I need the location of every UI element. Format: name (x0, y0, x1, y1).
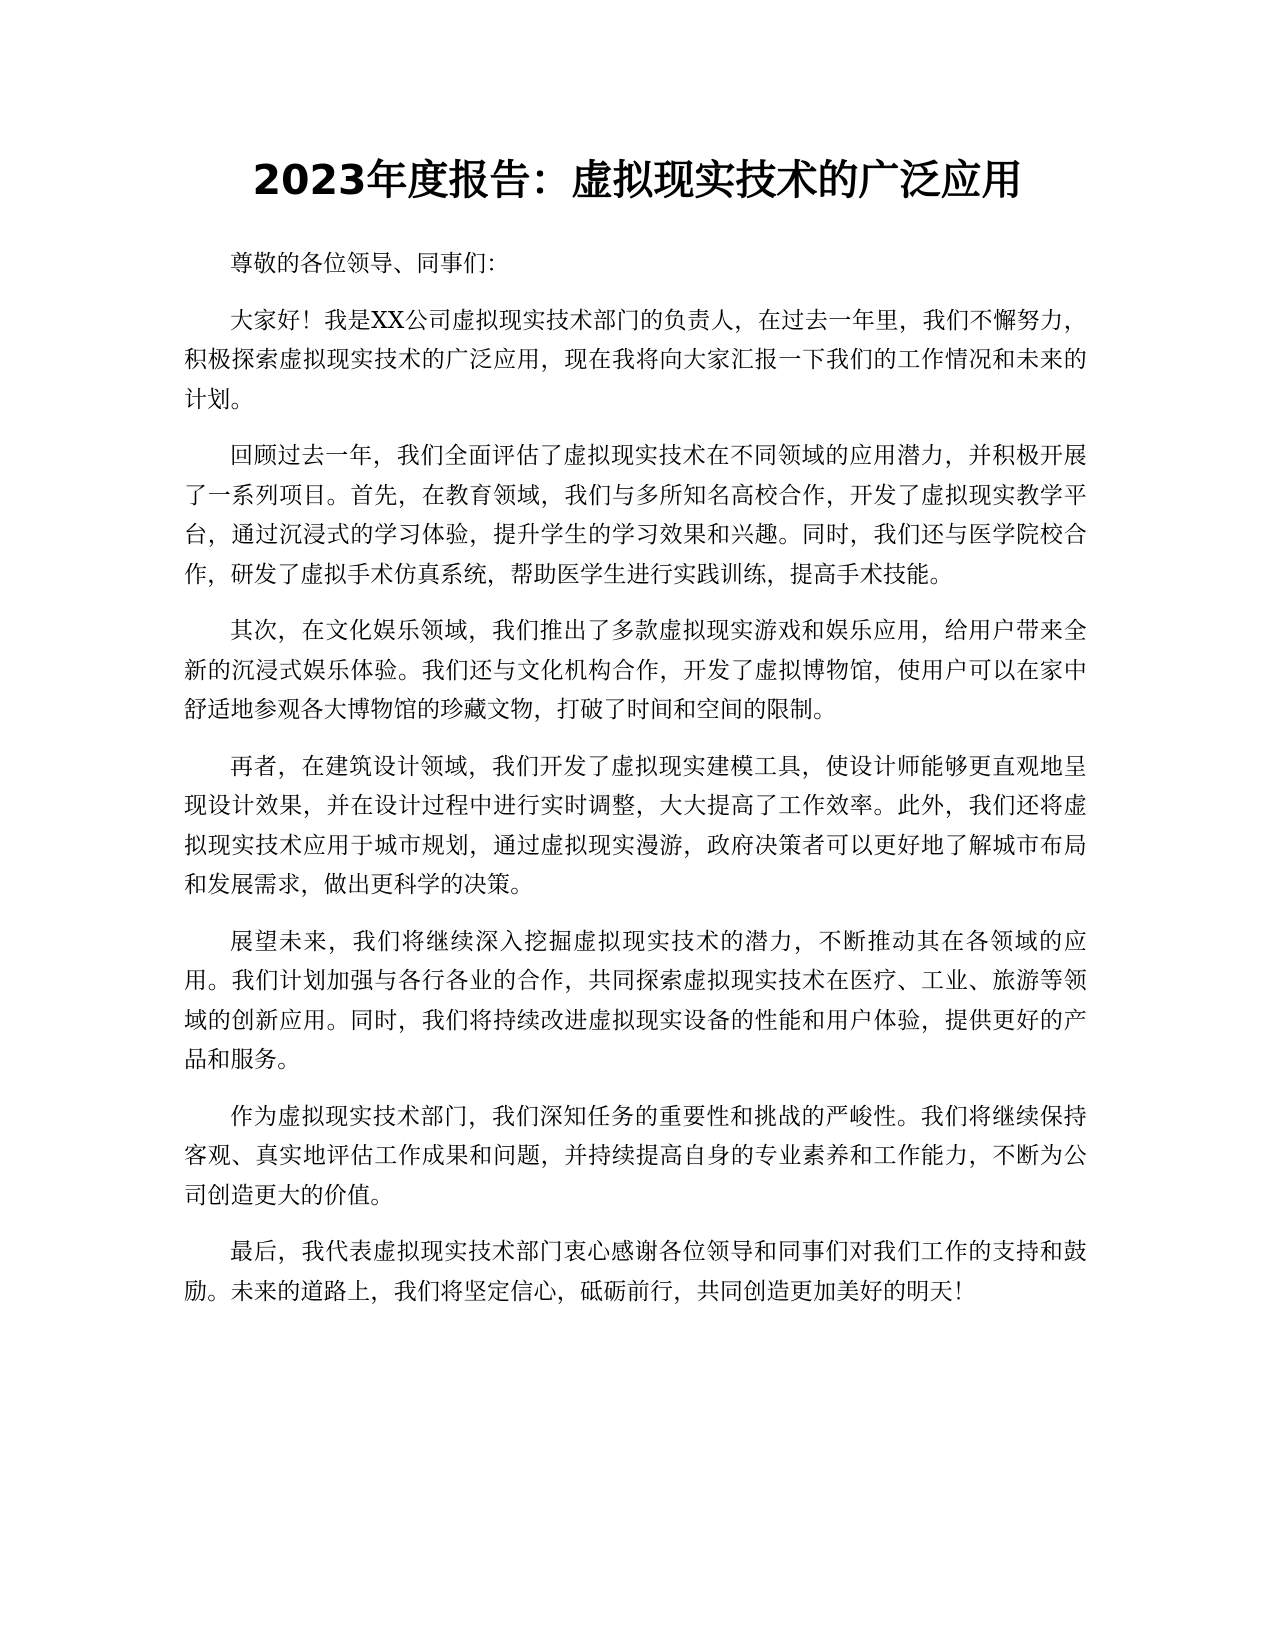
paragraph-outlook: 展望未来，我们将继续深入挖掘虚拟现实技术的潜力，不断推动其在各领域的应用。我们计划加强与各行各业的合作，共同探索虚拟现实技术在医疗、工业、旅游等领域的创新应用。同时，我们将持续改进虚拟现实设备的性能和用户体验，提供更好的产品和服务。 (184, 928, 1087, 1073)
paragraph-entertainment: 其次，在文化娱乐领域，我们推出了多款虚拟现实游戏和娱乐应用，给用户带来全新的沉浸式娱乐体验。我们还与文化机构合作，开发了虚拟博物馆，使用户可以在家中舒适地参观各大博物馆的珍藏文物，打破了时间和空间的限制。 (184, 618, 1087, 723)
document-title: 2023年度报告：虚拟现实技术的广泛应用 (252, 156, 1023, 204)
paragraph-commitment: 作为虚拟现实技术部门，我们深知任务的重要性和挑战的严峻性。我们将继续保持客观、真实地评估工作成果和问题，并持续提高自身的专业素养和工作能力，不断为公司创造更大的价值。 (184, 1103, 1087, 1209)
salutation: 尊敬的各位领导、同事们： (230, 251, 510, 277)
paragraph-architecture: 再者，在建筑设计领域，我们开发了虚拟现实建模工具，使设计师能够更直观地呈现设计效果，并在设计过程中进行实时调整，大大提高了工作效率。此外，我们还将虚拟现实技术应用于城市规划，通过虚拟现实漫游，政府决策者可以更好地了解城市布局和发展需求，做出更科学的决策。 (184, 753, 1087, 898)
paragraph-review: 回顾过去一年，我们全面评估了虚拟现实技术在不同领域的应用潜力，并积极开展了一系列项目。首先，在教育领域，我们与多所知名高校合作，开发了虚拟现实教学平台，通过沉浸式的学习体验，提升学生的学习效果和兴趣。同时，我们还与医学院校合作，研发了虚拟手术仿真系统，帮助医学生进行实践训练，提高手术技能。 (184, 443, 1087, 588)
paragraph-closing: 最后，我代表虚拟现实技术部门衷心感谢各位领导和同事们对我们工作的支持和鼓励。未来的道路上，我们将坚定信心，砥砺前行，共同创造更加美好的明天！ (184, 1239, 1087, 1305)
document-body (184, 245, 1087, 1329)
paragraph-intro: 大家好！我是XX公司虚拟现实技术部门的负责人，在过去一年里，我们不懈努力，积极探索虚拟现实技术的广泛应用，现在我将向大家汇报一下我们的工作情况和未来的计划。 (184, 307, 1087, 413)
